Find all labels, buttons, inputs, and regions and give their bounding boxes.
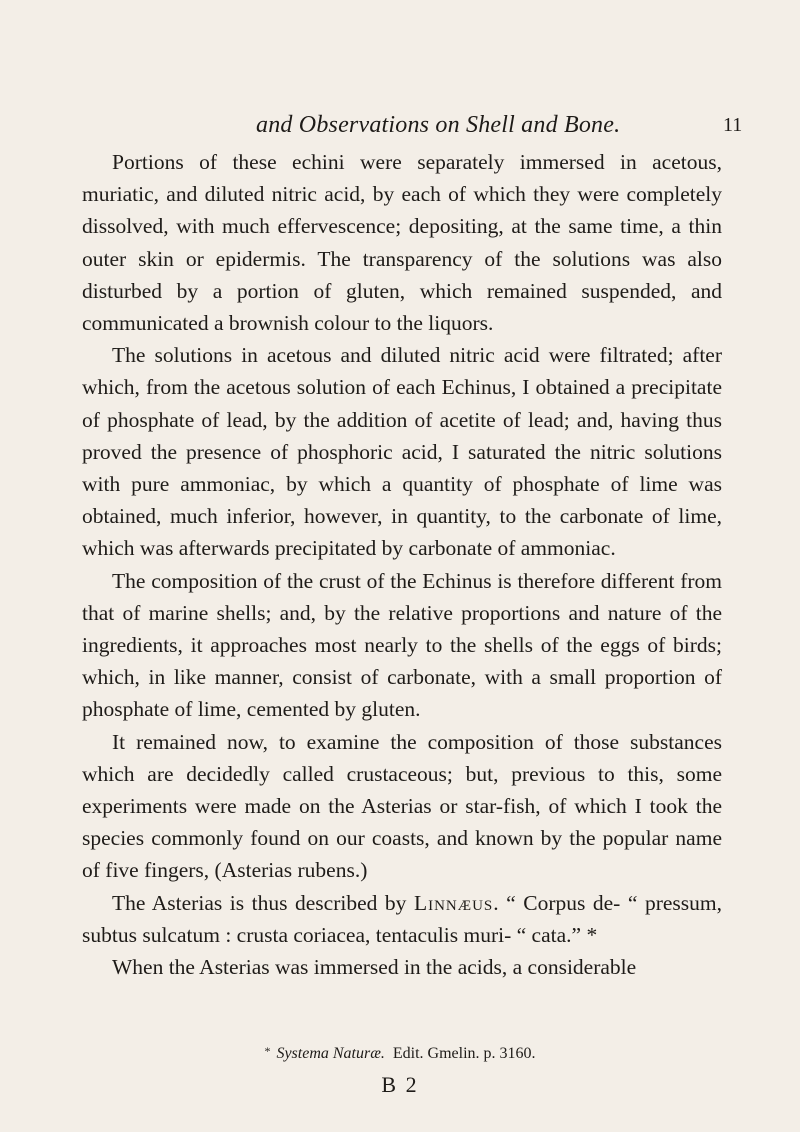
paragraph-5-quote: . “ Corpus de- “ pressum, subtus sulcatum : crusta coriacea, tentaculis muri- “ cata.” * — [82, 890, 722, 947]
body-text — [82, 146, 722, 983]
footnote-detail: Edit. Gmelin. p. 3160. — [392, 1045, 536, 1062]
running-title: and Observations on Shell and Bone. — [256, 112, 621, 138]
footnote-mark: * — [264, 1044, 271, 1058]
paragraph-5 — [82, 887, 722, 951]
paragraph-3: The composition of the crust of the Echinus is therefore different from that of marine shells; and, by the relative proportions and nature of the ingredients, it approaches most nearly to the shells of the eggs of birds; which, in like manner, consist of carbonate, with a small proportion of phosphate of lime, cemented by gluten. — [82, 568, 722, 722]
signature-mark: B 2 — [381, 1072, 419, 1097]
paragraph-5-start: The Asterias is thus described by — [112, 890, 414, 915]
paragraph-4: It remained now, to examine the composition of those substances which are decidedly called crustaceous; but, previous to this, some experiments were made on the Asterias or star-fish, of which I took the species commonly found on our coasts, and known by the popular name of five fingers, (Asterias rubens.) — [82, 729, 722, 883]
author-name: Linnæus — [413, 890, 494, 915]
running-head — [0, 112, 800, 142]
footnote-work-title: Systema Naturæ. — [276, 1045, 385, 1062]
page-number: 11 — [723, 114, 743, 136]
paragraph-2: The solutions in acetous and diluted nitric acid were filtrated; after which, from the acetous solution of each Echinus, I obtained a precipitate of phosphate of lead, by the addition of acetite of lead; and, having thus proved the presence of phosphoric acid, I saturated the nitric solutions with pure ammoniac, by which a quantity of phosphate of lime was obtained, much inferior, however, in quantity, to the carbonate of lime, which was afterwards precipitated by carbonate of ammoniac. — [82, 343, 722, 561]
paragraph-1: Portions of these echini were separately immersed in acetous, muriatic, and diluted nitric acid, by each of which they were completely dissolved, with much effervescence; depositing, at the same time, a thin outer skin or epidermis. The transparency of the solutions was also disturbed by a portion of gluten, which remained suspended, and communicated a brownish colour to the liquors. — [82, 150, 722, 336]
paragraph-6: When the Asterias was immersed in the acids, a considerable — [112, 955, 637, 980]
footnote — [0, 1044, 800, 1063]
